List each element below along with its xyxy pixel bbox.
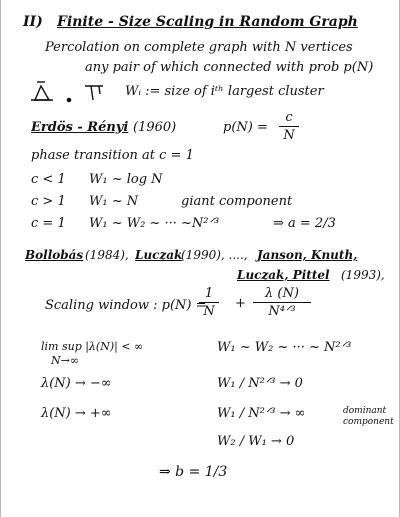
case-4-right: W₂ / W₁ → 0 xyxy=(217,434,295,449)
regime-3-condition: c = 1 xyxy=(31,216,66,231)
giant-component-note: giant component xyxy=(181,194,293,209)
c-over-N-fraction xyxy=(279,110,299,143)
dominant-component-note: dominant component xyxy=(343,406,394,427)
fraction-denominator: N xyxy=(203,304,215,319)
lambda-over-N43-fraction xyxy=(253,286,311,319)
case-1-left-sub: N→∞ xyxy=(51,354,80,367)
plus-sign: + xyxy=(235,296,246,311)
case-1-right: W₁ ~ W₂ ~ ··· ~ N²ᐟ³ xyxy=(217,340,352,355)
ref-bollobas: Bollobás xyxy=(25,248,84,262)
fraction-denominator: N xyxy=(283,128,295,143)
fraction-numerator: 1 xyxy=(204,286,214,301)
regime-3-relation: W₁ ~ W₂ ~ ··· ~N²ᐟ³ xyxy=(89,216,220,231)
intro-line-1: Percolation on complete graph with N vertices xyxy=(45,40,353,55)
ref-lp-year: (1993), xyxy=(341,268,385,282)
one-over-N-fraction xyxy=(199,286,219,319)
wi-definition: Wᵢ := size of iᵗʰ largest cluster xyxy=(125,84,324,99)
fraction-denominator: N⁴ᐟ³ xyxy=(268,304,296,319)
ref-luczak-year: (1990), ...., xyxy=(181,248,248,262)
exponent-a-result: ⇒ a = 2/3 xyxy=(273,216,336,231)
ref-janson-knuth: Janson, Knuth, xyxy=(257,248,358,262)
ref-luczak: Luczak xyxy=(135,248,183,262)
ref-bollobas-year: (1984), xyxy=(85,248,129,262)
regime-1-condition: c < 1 xyxy=(31,172,66,187)
exponent-b-result: ⇒ b = 1/3 xyxy=(159,464,228,480)
case-3-left: λ(N) → +∞ xyxy=(41,406,112,421)
section-numeral: II) xyxy=(23,14,43,30)
section-title: Finite - Size Scaling in Random Graph xyxy=(57,14,358,30)
fraction-numerator: c xyxy=(285,110,293,125)
case-2-left: λ(N) → −∞ xyxy=(41,376,112,391)
phase-transition-line: phase transition at c = 1 xyxy=(31,148,194,163)
intro-line-2: any pair of which connected with prob p(N) xyxy=(85,60,374,75)
erdos-renyi-name: Erdös - Rényi xyxy=(31,120,129,135)
fraction-numerator: λ (N) xyxy=(265,286,299,301)
case-2-right: W₁ / N²ᐟ³ → 0 xyxy=(217,376,303,391)
regime-2-condition: c > 1 xyxy=(31,194,66,209)
regime-2-relation: W₁ ~ N xyxy=(89,194,139,209)
erdos-renyi-year: (1960) xyxy=(133,120,177,135)
case-1-left: lim sup |λ(N)| < ∞ xyxy=(41,340,144,353)
scaling-window-label: Scaling window : p(N) = xyxy=(45,298,207,313)
regime-1-relation: W₁ ~ log N xyxy=(89,172,163,187)
case-3-right: W₁ / N²ᐟ³ → ∞ xyxy=(217,406,306,421)
ref-luczak-pittel: Luczak, Pittel xyxy=(237,268,330,282)
pN-label: p(N) = xyxy=(223,120,268,135)
